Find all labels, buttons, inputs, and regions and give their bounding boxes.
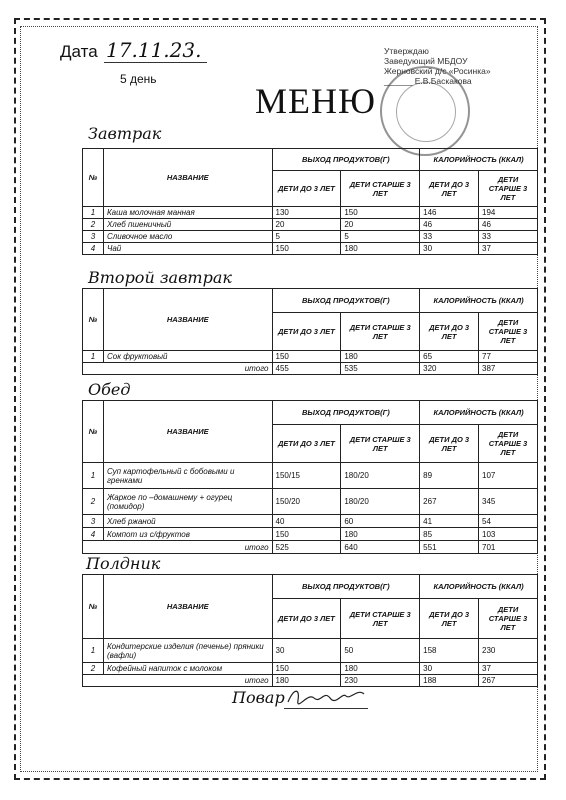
table-header-row [83,575,538,599]
dish-name: Сок фруктовый [103,351,272,363]
header-cal-over3: ДЕТИ СТАРШЕ 3 ЛЕТ [479,171,538,207]
table-header-row [83,401,538,425]
header-calories: КАЛОРИЙНОСТЬ (ККАЛ) [420,289,538,313]
calories-under3: 30 [420,243,479,255]
menu-table-lunch [82,400,538,554]
table-header-row [83,289,538,313]
yield-over3: 180/20 [341,463,420,489]
header-yield-under3: ДЕТИ ДО 3 ЛЕТ [272,313,341,351]
approval-line: ______ Е.В.Баскакова [384,76,472,86]
calories-under3: 41 [420,515,479,528]
calories-under3: 30 [420,663,479,675]
header-yield: ВЫХОД ПРОДУКТОВ(Г) [272,401,420,425]
day-label: 5 день [120,72,157,86]
header-cal-over3: ДЕТИ СТАРШЕ 3 ЛЕТ [479,599,538,639]
table-row [83,663,538,675]
page-title: МЕНЮ [255,81,376,121]
header-name: НАЗВАНИЕ [103,149,272,207]
calories-under3: 158 [420,639,479,663]
total-yield-over3: 640 [341,541,420,554]
row-number: 3 [83,515,104,528]
cook-signature [284,692,368,709]
dish-name: Хлеб ржаной [103,515,272,528]
approval-line: Жерновский д/с «Росинка» [384,66,491,76]
header-yield-over3: ДЕТИ СТАРШЕ 3 ЛЕТ [341,171,420,207]
yield-under3: 40 [272,515,341,528]
header-calories: КАЛОРИЙНОСТЬ (ККАЛ) [420,401,538,425]
table-total-row [83,363,538,375]
calories-over3: 230 [479,639,538,663]
yield-over3: 5 [341,231,420,243]
table-row [83,639,538,663]
calories-under3: 146 [420,207,479,219]
row-number: 4 [83,243,104,255]
yield-under3: 150/15 [272,463,341,489]
header-num: № [83,289,104,351]
header-yield: ВЫХОД ПРОДУКТОВ(Г) [272,575,420,599]
calories-under3: 46 [420,219,479,231]
cook-label: Повар [232,688,285,707]
date-value: 17.11.23. [104,38,207,63]
header-cal-under3: ДЕТИ ДО 3 ЛЕТ [420,599,479,639]
table-row [83,207,538,219]
header-calories: КАЛОРИЙНОСТЬ (ККАЛ) [420,149,538,171]
yield-under3: 5 [272,231,341,243]
yield-under3: 150/20 [272,489,341,515]
yield-over3: 60 [341,515,420,528]
dish-name: Кондитерские изделия (печенье) пряники (вафли) [103,639,272,663]
calories-over3: 46 [479,219,538,231]
table-row [83,463,538,489]
header-yield-under3: ДЕТИ ДО 3 ЛЕТ [272,599,341,639]
table-total-row [83,675,538,687]
total-yield-under3: 180 [272,675,341,687]
yield-under3: 150 [272,528,341,541]
total-calories-under3: 188 [420,675,479,687]
yield-under3: 150 [272,663,341,675]
menu-table-second-breakfast [82,288,538,375]
total-calories-over3: 267 [479,675,538,687]
table-row [83,489,538,515]
table-row [83,515,538,528]
row-number: 1 [83,351,104,363]
header-yield-under3: ДЕТИ ДО 3 ЛЕТ [272,425,341,463]
header-cal-over3: ДЕТИ СТАРШЕ 3 ЛЕТ [479,313,538,351]
header-name: НАЗВАНИЕ [103,289,272,351]
yield-over3: 20 [341,219,420,231]
total-yield-under3: 525 [272,541,341,554]
calories-under3: 33 [420,231,479,243]
meal-title-lunch: Обед [88,380,131,399]
header-yield-over3: ДЕТИ СТАРШЕ 3 ЛЕТ [341,425,420,463]
menu-table-breakfast [82,148,538,255]
header-yield: ВЫХОД ПРОДУКТОВ(Г) [272,149,420,171]
row-number: 2 [83,219,104,231]
menu-table-snack [82,574,538,687]
header-calories: КАЛОРИЙНОСТЬ (ККАЛ) [420,575,538,599]
table-row [83,231,538,243]
calories-under3: 85 [420,528,479,541]
total-yield-over3: 535 [341,363,420,375]
approval-line: Заведующий МБДОУ [384,56,468,66]
total-label: итого [83,541,273,554]
dish-name: Чай [103,243,272,255]
table-row [83,528,538,541]
yield-over3: 50 [341,639,420,663]
calories-over3: 37 [479,663,538,675]
yield-over3: 180 [341,528,420,541]
yield-over3: 180 [341,663,420,675]
calories-under3: 89 [420,463,479,489]
dish-name: Каша молочная манная [103,207,272,219]
calories-under3: 65 [420,351,479,363]
row-number: 1 [83,207,104,219]
dish-name: Жаркое по –домашнему + огурец (помидор) [103,489,272,515]
row-number: 3 [83,231,104,243]
total-calories-under3: 551 [420,541,479,554]
yield-under3: 150 [272,243,341,255]
calories-over3: 37 [479,243,538,255]
yield-over3: 180 [341,243,420,255]
dish-name: Суп картофельный с бобовыми и гренками [103,463,272,489]
header-name: НАЗВАНИЕ [103,575,272,639]
table-row [83,351,538,363]
header-name: НАЗВАНИЕ [103,401,272,463]
meal-title-second-breakfast: Второй завтрак [88,268,232,287]
calories-over3: 345 [479,489,538,515]
header-yield-over3: ДЕТИ СТАРШЕ 3 ЛЕТ [341,599,420,639]
row-number: 1 [83,463,104,489]
row-number: 1 [83,639,104,663]
dish-name: Сливочное масло [103,231,272,243]
meal-title-snack: Полдник [86,554,161,573]
table-total-row [83,541,538,554]
calories-under3: 267 [420,489,479,515]
header-yield: ВЫХОД ПРОДУКТОВ(Г) [272,289,420,313]
calories-over3: 103 [479,528,538,541]
total-calories-over3: 701 [479,541,538,554]
approval-line: Утверждаю [384,46,429,56]
total-yield-under3: 455 [272,363,341,375]
table-row [83,243,538,255]
signature-scribble [284,686,368,708]
dish-name: Компот из с/фруктов [103,528,272,541]
total-yield-over3: 230 [341,675,420,687]
yield-under3: 20 [272,219,341,231]
table-header-row [83,149,538,171]
header-num: № [83,401,104,463]
yield-over3: 180 [341,351,420,363]
yield-under3: 30 [272,639,341,663]
meal-title-breakfast: Завтрак [88,124,162,143]
header-cal-over3: ДЕТИ СТАРШЕ 3 ЛЕТ [479,425,538,463]
calories-over3: 107 [479,463,538,489]
total-label: итого [83,675,273,687]
calories-over3: 77 [479,351,538,363]
date-label: Дата [60,42,98,61]
yield-over3: 180/20 [341,489,420,515]
dish-name: Хлеб пшеничный [103,219,272,231]
row-number: 4 [83,528,104,541]
header-cal-under3: ДЕТИ ДО 3 ЛЕТ [420,171,479,207]
dish-name: Кофейный напиток с молоком [103,663,272,675]
approval-block [384,46,491,86]
calories-over3: 194 [479,207,538,219]
yield-under3: 130 [272,207,341,219]
yield-over3: 150 [341,207,420,219]
total-label: итого [83,363,273,375]
total-calories-under3: 320 [420,363,479,375]
table-row [83,219,538,231]
row-number: 2 [83,489,104,515]
calories-over3: 54 [479,515,538,528]
header-num: № [83,575,104,639]
row-number: 2 [83,663,104,675]
header-yield-over3: ДЕТИ СТАРШЕ 3 ЛЕТ [341,313,420,351]
calories-over3: 33 [479,231,538,243]
total-calories-over3: 387 [479,363,538,375]
header-cal-under3: ДЕТИ ДО 3 ЛЕТ [420,313,479,351]
header-yield-under3: ДЕТИ ДО 3 ЛЕТ [272,171,341,207]
header-cal-under3: ДЕТИ ДО 3 ЛЕТ [420,425,479,463]
yield-under3: 150 [272,351,341,363]
header-num: № [83,149,104,207]
